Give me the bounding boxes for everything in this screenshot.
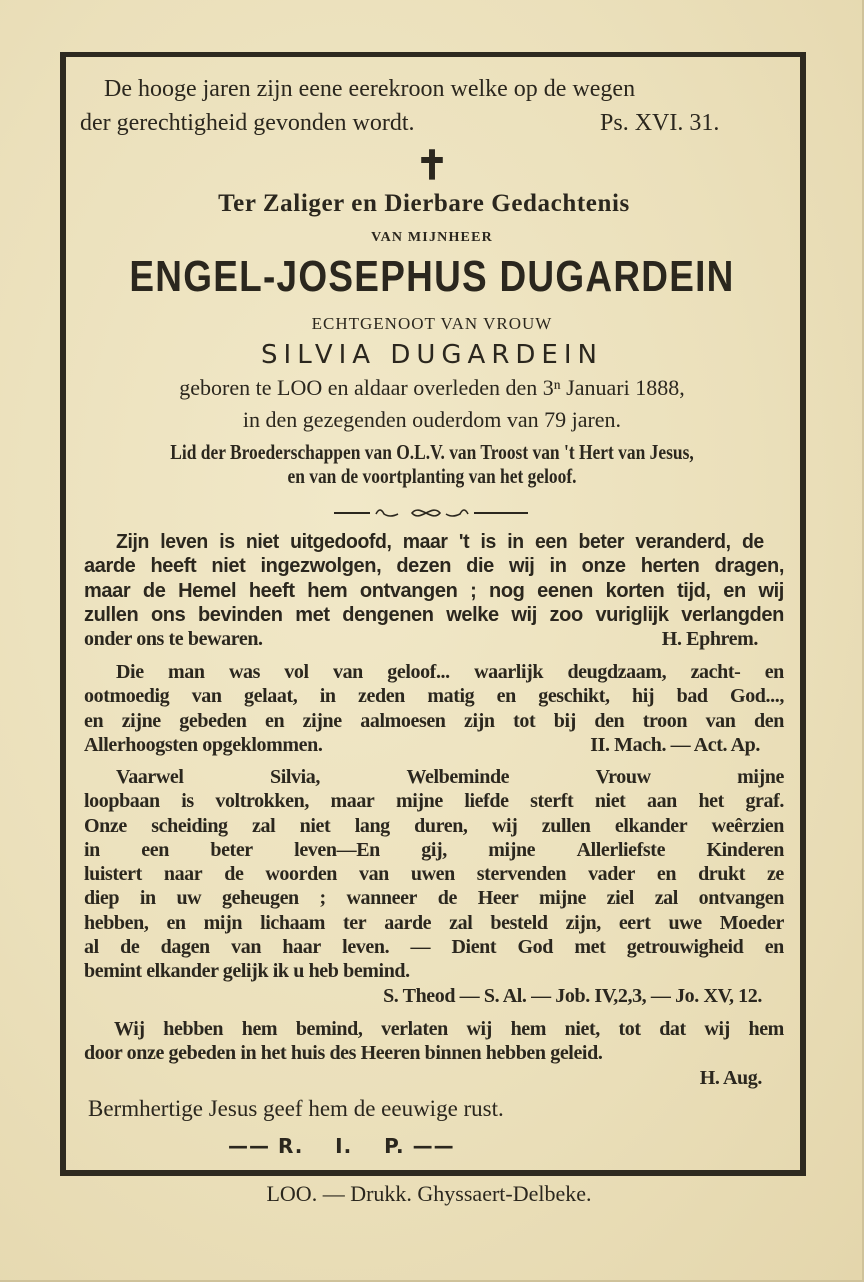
text-line: diep in uw geheugen ; wanneer de Heer mijne ziel zal ontvangen — [84, 887, 784, 910]
text-line: Allerhoogsten opgeklommen. — [84, 733, 323, 756]
text-line: zullen ons bevinden met dengenen welke wij zoo vuriglijk verlangden — [84, 603, 784, 626]
text-line: loopbaan is voltrokken, maar mijne liefde sterft niet aan het graf. — [84, 790, 784, 813]
van-mijnheer-label: VAN MIJNHEER — [371, 230, 493, 245]
spouse-name: SILVIA DUGARDEIN — [261, 340, 603, 370]
text-line: onder ons te bewaren. — [84, 628, 263, 651]
text-line: maar de Hemel heeft hem ontvangen ; nog eenen korten tijd, en wij — [84, 579, 784, 602]
cross-icon: ✝ — [415, 143, 449, 188]
attribution: S. Theod — S. Al. — Job. IV,2,3, — Jo. XV, 12. — [383, 984, 762, 1007]
attribution: II. Mach. — Act. Ap. — [590, 733, 760, 756]
quote-augustinus — [84, 1017, 784, 1090]
text-line: luistert naar de woorden van uwen stervenden vader en drukt ze — [84, 863, 784, 886]
attribution: H. Ephrem. — [661, 628, 758, 651]
memorial-heading: Ter Zaliger en Dierbare Gedachtenis — [218, 190, 630, 217]
text-line: bemint elkander gelijk ik u heb bemind. — [84, 960, 410, 983]
text-line: en zijne gebeden en zijne aalmoesen zijn tot bij den troon van den — [84, 709, 784, 732]
attribution: H. Aug. — [699, 1066, 762, 1089]
printer-line: LOO. — Drukk. Ghyssaert-Delbeke. — [266, 1181, 592, 1206]
membership-line-2: en van de voortplanting van het geloof. — [287, 464, 577, 488]
spouse-label: ECHTGENOOT VAN VROUW — [311, 314, 553, 333]
deceased-name: ENGEL-JOSEPHUS DUGARDEIN — [129, 252, 735, 301]
text-line: Zijn leven is niet uitgedoofd, maar 't is in een beter veranderd, de — [116, 531, 764, 553]
farewell-message — [84, 765, 784, 1008]
quote-ephrem — [84, 530, 784, 651]
age-line: in den gezegenden ouderdom van 79 jaren. — [242, 407, 622, 432]
membership-line-1: Lid der Broederschappen van O.L.V. van Troost van 't Hert van Jesus, — [170, 440, 694, 464]
text-line: hebben, en mijn lichaam ter aarde zal besteld zijn, eert uwe Moeder — [84, 911, 784, 934]
text-line: aarde heeft niet ingezwolgen, dezen die wij in onze herten dragen, — [84, 555, 784, 578]
quote-machabeeen — [84, 660, 784, 757]
text-line: Die man was vol van geloof... waarlijk deugdzaam, zacht- en — [116, 661, 784, 683]
text-line: al de dagen van haar leven. — Dient God met getrouwigheid en — [84, 936, 784, 959]
rip-line: —— R. I. P. —— — [228, 1134, 455, 1158]
text-line: ootmoedig van gelaat, in zeden matig en geschikt, hij bad God..., — [84, 685, 784, 708]
epigraph-line-2: der gerechtigheid gevonden wordt. — [80, 110, 415, 136]
epigraph-reference: Ps. XVI. 31. — [600, 110, 720, 136]
epigraph-line-1: De hooge jaren zijn eene eerekroon welke op de wegen — [104, 76, 636, 102]
text-line: Onze scheiding zal niet lang duren, wij zullen elkander weêrzien — [84, 814, 784, 837]
text-line: door onze gebeden in het huis des Heeren binnen hebben geleid. — [84, 1042, 603, 1065]
text-line: Vaarwel Silvia, Welbeminde Vrouw mijne — [116, 766, 784, 788]
birth-death-line: geboren te LOO en aldaar overleden den 3ⁿ Januari 1888, — [179, 375, 685, 400]
ornament-divider-icon — [0, 502, 864, 522]
text-line: Wij hebben hem bemind, verlaten wij hem niet, tot dat wij hem — [114, 1018, 784, 1040]
text-line: in een beter leven—En gij, mijne Allerliefste Kinderen — [84, 838, 784, 861]
prayer-line: Bermhertige Jesus geef hem de eeuwige rust. — [88, 1096, 504, 1121]
